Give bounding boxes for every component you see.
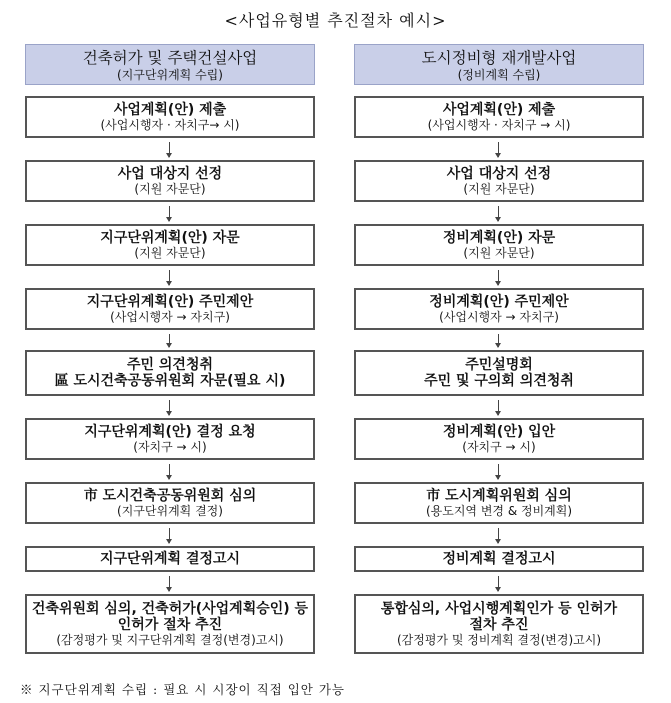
right-step-7-box [354,482,644,524]
right-step-1-subtitle: (사업시행자 · 자치구 → 시) [427,118,571,132]
left-step-4-title: 지구단위계획(안) 주민제안 [86,294,254,310]
left-step-9-subtitle: (감정평가 및 지구단위계획 결정(변경)고시) [56,633,284,647]
right-arrow-down-icon [498,400,499,415]
right-step-4-box [354,288,644,330]
left-arrow-down-icon [169,270,170,285]
right-arrow-down-icon [498,334,499,347]
right-arrow-down-icon [498,206,499,221]
left-step-6-subtitle: (자치구 → 시) [133,440,207,454]
left-step-1-box [25,96,315,138]
right-step-5-title: 주민설명회 [465,357,533,373]
left-step-1-subtitle: (사업시행자 · 자치구→ 시) [100,118,240,132]
right-step-9-subtitle: (감정평가 및 정비계획 결정(변경)고시) [396,633,602,647]
right-step-2-subtitle: (지원 자문단) [463,182,535,196]
left-step-5-box [25,350,315,396]
left-step-4-box [25,288,315,330]
left-arrow-down-icon [169,206,170,221]
right-arrow-down-icon [498,464,499,479]
left-arrow-down-icon [169,400,170,415]
left-step-3-box [25,224,315,266]
right-step-5-box [354,350,644,396]
right-arrow-down-icon [498,576,499,591]
right-step-3-title: 정비계획(안) 자문 [442,230,556,246]
right-step-1-box [354,96,644,138]
left-step-1-title: 사업계획(안) 제출 [113,102,227,118]
diagram-title: <사업유형별 추진절차 예시> [224,11,447,30]
right-arrow-down-icon [498,142,499,157]
left-step-9-box [25,594,315,654]
left-column [25,44,315,647]
footnote: ※ 지구단위계획 수립 : 필요 시 시장이 직접 입안 가능 [20,682,345,697]
left-step-2-box [25,160,315,202]
left-step-7-title: 市 도시건축공동위원회 심의 [83,488,257,504]
right-step-6-subtitle: (자치구 → 시) [462,440,536,454]
left-arrow-down-icon [169,576,170,591]
right-step-4-subtitle: (사업시행자 → 자치구) [439,310,559,324]
right-step-9-title: 통합심의, 사업시행계획인가 등 인허가 [380,601,618,617]
left-step-4-subtitle: (사업시행자 → 자치구) [110,310,230,324]
left-arrow-down-icon [169,334,170,347]
left-arrow-down-icon [169,142,170,157]
right-step-2-title: 사업 대상지 선정 [446,166,552,182]
right-step-8-title: 정비계획 결정고시 [442,551,556,567]
right-step-2-box [354,160,644,202]
right-header [354,44,644,85]
right-step-4-title: 정비계획(안) 주민제안 [429,294,569,310]
left-header-title: 건축허가 및 주택건설사업 [82,49,258,67]
left-step-9-title: 건축위원회 심의, 건축허가(사업계획승인) 등 [31,601,309,617]
left-step-2-subtitle: (지원 자문단) [134,182,206,196]
right-step-6-box [354,418,644,460]
left-arrow-down-icon [169,528,170,543]
left-step-6-box [25,418,315,460]
left-step-3-subtitle: (지원 자문단) [134,246,206,260]
left-header [25,44,315,85]
right-column [354,44,644,647]
right-step-5-title-line2: 주민 및 구의회 의견청취 [424,373,574,389]
left-step-7-box [25,482,315,524]
right-step-6-title: 정비계획(안) 입안 [442,424,556,440]
left-step-8-title: 지구단위계획 결정고시 [99,551,241,567]
left-step-5-title-line2: 區 도시건축공동위원회 자문(필요 시) [54,373,286,389]
left-step-5-title: 주민 의견청취 [126,357,214,373]
left-step-9-title-line2: 인허가 절차 추진 [117,617,223,633]
left-arrow-down-icon [169,464,170,479]
left-step-3-title: 지구단위계획(안) 자문 [100,230,240,246]
right-step-7-title: 市 도시계획위원회 심의 [426,488,572,504]
right-header-title: 도시정비형 재개발사업 [421,49,577,67]
right-step-1-title: 사업계획(안) 제출 [442,102,556,118]
left-header-subtitle: (지구단위계획 수립) [117,68,223,82]
right-step-8-box [354,546,644,572]
right-step-3-subtitle: (지원 자문단) [463,246,535,260]
right-step-7-subtitle: (용도지역 변경 & 정비계획) [425,504,573,518]
left-step-8-box [25,546,315,572]
right-header-subtitle: (정비계획 수립) [457,68,541,82]
left-step-6-title: 지구단위계획(안) 결정 요청 [84,424,256,440]
right-step-9-title-line2: 절차 추진 [469,617,529,633]
right-arrow-down-icon [498,528,499,543]
left-step-7-subtitle: (지구단위계획 결정) [117,504,223,518]
left-step-2-title: 사업 대상지 선정 [117,166,223,182]
right-arrow-down-icon [498,270,499,285]
right-step-3-box [354,224,644,266]
right-step-9-box [354,594,644,654]
